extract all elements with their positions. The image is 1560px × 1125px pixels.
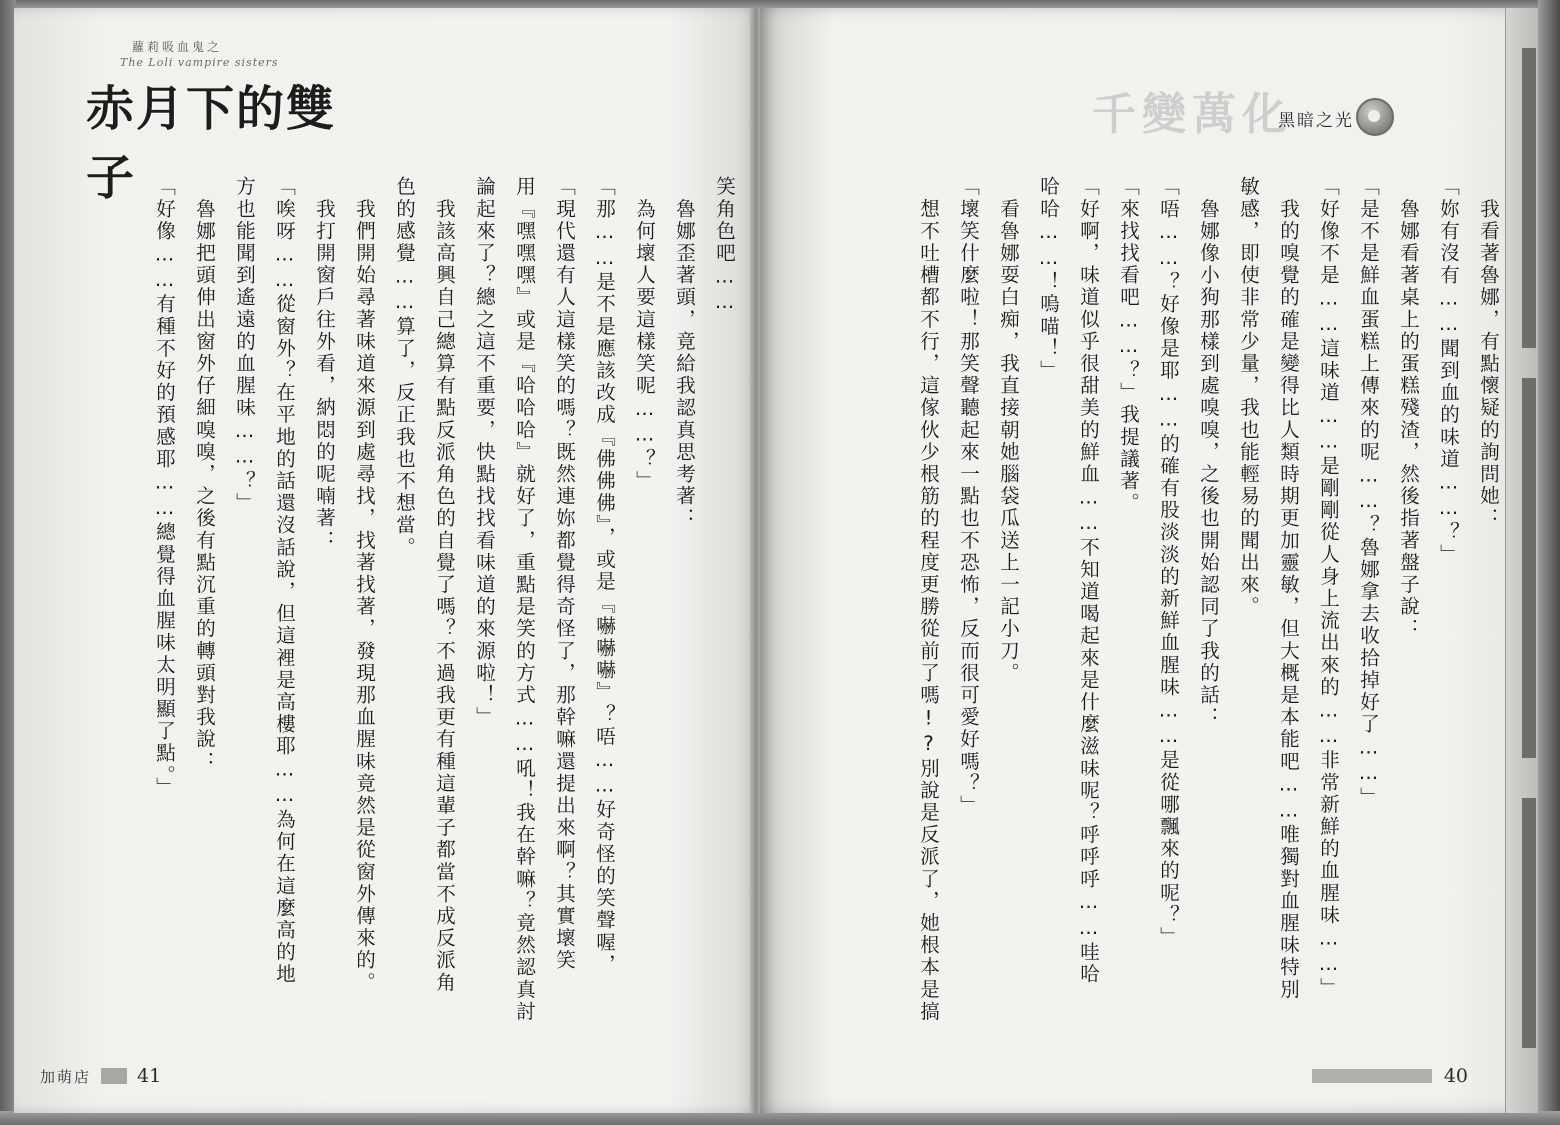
page-number: 41: [137, 1065, 162, 1087]
text-column: 「現代還有人這樣笑的嗎？既然連妳都覺得奇怪了，那幹嘛還提出來啊？其實壞笑: [553, 176, 576, 972]
left-page-text-area: [74, 8, 734, 1113]
text-column: 方也能聞到遙遠的血腥味……？」: [233, 176, 256, 515]
scanner-side-strip: [1505, 8, 1538, 1113]
text-column: 「好啊，味道似乎很甜美的鮮血……不知道喝起來是什麼滋味呢？呼呼呼……哇哈: [1077, 176, 1100, 986]
text-column: 我打開窗戶往外看，納悶的呢喃著：: [313, 176, 336, 552]
text-column: 看魯娜耍白痴，我直接朝她腦袋瓜送上一記小刀。: [997, 176, 1020, 685]
text-column: 「好像……有種不好的預感耶……總覺得血腥味太明顯了點。」: [153, 176, 176, 800]
decorative-title: 千變萬化: [1092, 89, 1292, 140]
text-column: 色的感覺……算了，反正我也不想當。: [393, 176, 416, 559]
strip-notch: [1522, 378, 1536, 758]
right-page-footer: [1312, 1065, 1468, 1087]
text-column: 「好像不是……這味道……是剛剛從人身上流出來的……非常新鮮的血腥味……」: [1317, 176, 1340, 1000]
text-column: 用『嘿嘿嘿』或是『哈哈哈』就好了，重點是笑的方式……吼！我在幹嘛？竟然認真討: [513, 176, 536, 1023]
text-column: 「來找找看吧……？」我提議著。: [1117, 176, 1140, 515]
text-column: 「唔……？好像是耶……的確有股淡淡的新鮮血腥味……是從哪飄來的呢？」: [1157, 176, 1180, 949]
text-column: 我們開始尋著味道來源到處尋找，找著找著，發現那血腥味竟然是從窗外傳來的。: [353, 176, 376, 994]
text-column: 論起來了？總之這不重要，快點找找看味道的來源啦！」: [473, 176, 496, 729]
text-column: 哈哈……！嗚喵！」: [1037, 176, 1060, 382]
text-column: 我看著魯娜，有點懷疑的詢問她：: [1477, 176, 1500, 530]
text-column: 我的嗅覺的確是變得比人類時期更加靈敏，但大概是本能吧……唯獨對血腥味特別: [1277, 176, 1300, 1001]
text-column: 想不吐槽都不行，這傢伙少根筋的程度更勝從前了嗎!?別說是反派了，她根本是搞: [917, 176, 940, 1023]
text-column: 「是不是鮮血蛋糕上傳來的呢……？魯娜拿去收拾掉好了……」: [1357, 176, 1380, 809]
chapter-title: 黑暗之光: [1278, 111, 1354, 131]
text-column: 魯娜像小狗那樣到處嗅嗅，之後也開始認同了我的話：: [1197, 176, 1220, 729]
series-subtitle-en: The Loli vampire sisters: [120, 56, 279, 69]
page-number: 40: [1443, 1065, 1468, 1087]
text-column: 魯娜把頭伸出窗外仔細嗅嗅，之後有點沉重的轉頭對我說：: [193, 176, 216, 773]
scan-edge-right: [1538, 0, 1560, 1125]
left-page-footer: [40, 1065, 161, 1087]
series-subtitle-cn: 蘿莉吸血鬼之: [132, 40, 223, 54]
text-column: 笑角色吧……: [713, 176, 736, 316]
text-column: 「壞笑什麼啦！那笑聲聽起來一點也不恐怖，反而很可愛好嗎？」: [957, 176, 980, 817]
shop-mark: 加萌店: [40, 1067, 92, 1086]
scan-edge-bottom: [0, 1111, 1560, 1125]
text-column: 為何壞人要這樣笑呢……？」: [633, 176, 656, 493]
text-column: 敏感，即使非常少量，我也能輕易的聞出來。: [1237, 176, 1260, 618]
text-column: 我該高興自己總算有點反派角色的自覺了嗎？不過我更有種這輩子都當不成反派角: [433, 176, 456, 994]
strip-notch: [1522, 48, 1536, 348]
right-page: [760, 8, 1522, 1113]
book-title: 赤月下的雙子: [86, 81, 337, 206]
text-column: 「妳有沒有……聞到血的味道……？」: [1437, 176, 1460, 566]
left-page: [14, 8, 758, 1113]
text-column: 「唉呀……從窗外？在平地的話還沒話說，但這裡是高樓耶……為何在這麼高的地: [273, 176, 296, 986]
footer-bar: [1312, 1069, 1432, 1083]
text-column: 「那……是不是應該改成『佛佛佛』，或是『嚇嚇嚇』？唔……好奇怪的笑聲喔，: [593, 176, 616, 976]
text-column: 魯娜看著桌上的蛋糕殘渣，然後指著盤子說：: [1397, 176, 1420, 641]
right-page-text-area: [798, 8, 1498, 1113]
strip-notch: [1522, 798, 1536, 1048]
text-column: 魯娜歪著頭，竟給我認真思考著：: [673, 176, 696, 530]
footer-bar: [101, 1068, 127, 1084]
